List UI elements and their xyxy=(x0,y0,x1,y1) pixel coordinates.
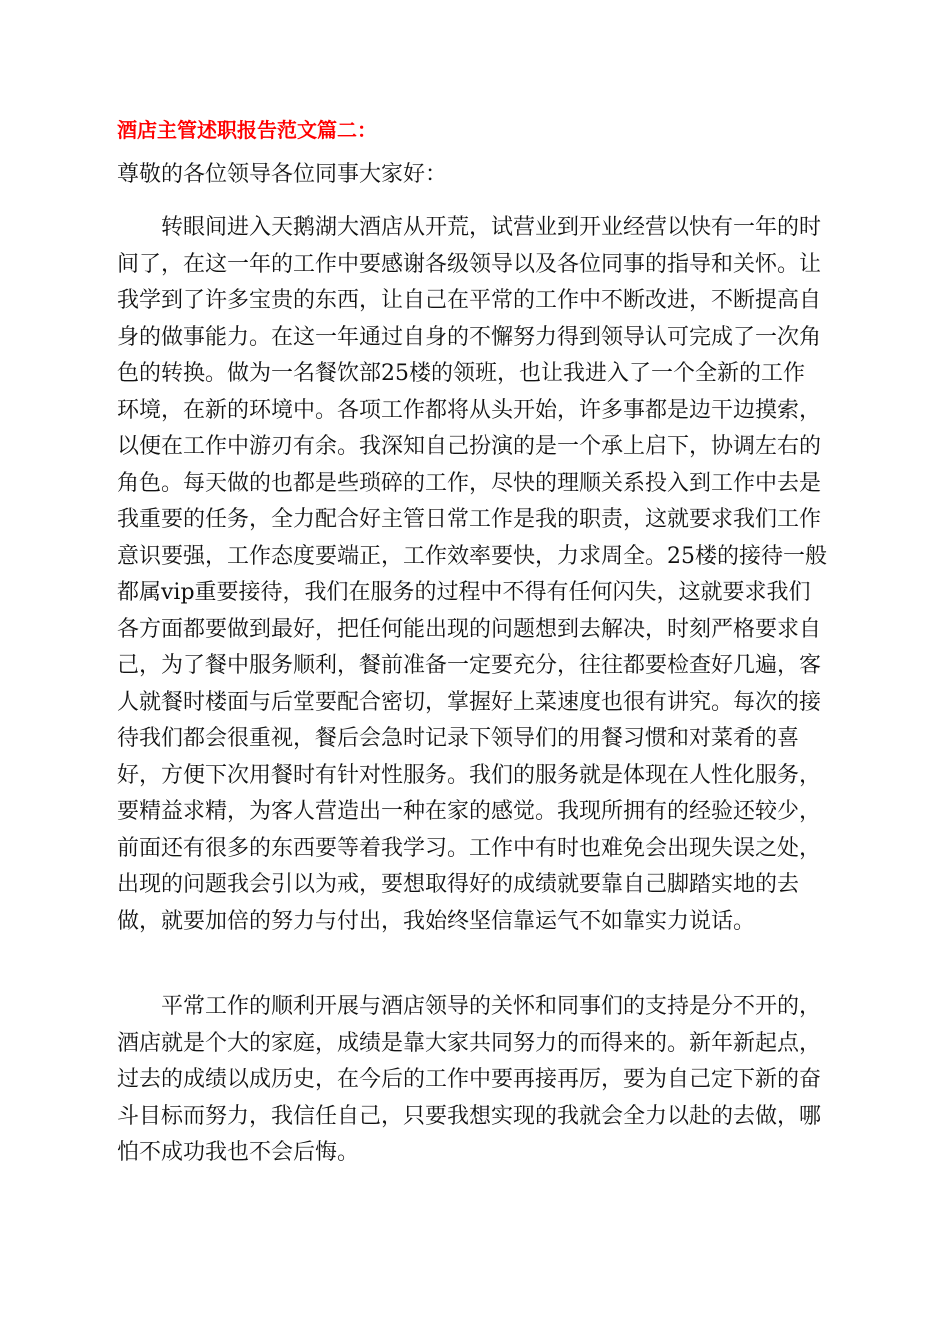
paragraph-line: 前面还有很多的东西要等着我学习。工作中有时也难免会出现失误之处， xyxy=(117,835,822,861)
paragraph-line: 待我们都会很重视，餐后会急时记录下领导们的用餐习惯和对菜肴的喜 xyxy=(117,726,800,751)
paragraph-line: 转眼间进入天鹅湖大酒店从开荒，试营业到开业经营以快有一年的时 xyxy=(117,215,822,240)
paragraph-2 xyxy=(117,989,837,1172)
paragraph-line: 己，为了餐中服务顺利，餐前准备一定要充分，往往都要检查好几遍，客 xyxy=(117,653,822,678)
paragraph-line: 斗目标而努力，我信任自己，只要我想实现的我就会全力以赴的去做，哪 xyxy=(117,1103,822,1129)
paragraph-line: 环境，在新的环境中。各项工作都将从头开始，许多事都是边干边摸索， xyxy=(117,397,822,423)
paragraph-line: 酒店就是个大的家庭，成绩是靠大家共同努力的而得来的。新年新起点， xyxy=(117,1030,822,1056)
paragraph-line: 各方面都要做到最好，把任何能出现的问题想到去解决，时刻严格要求自 xyxy=(117,616,822,642)
paragraph-line: 色的转换。做为一名餐饮部25楼的领班，也让我进入了一个全新的工作 xyxy=(117,361,805,386)
paragraph-line: 好，方便下次用餐时有针对性服务。我们的服务就是体现在人性化服务， xyxy=(117,762,822,788)
paragraph-line: 人就餐时楼面与后堂要配合密切，掌握好上菜速度也很有讲究。每次的接 xyxy=(117,689,822,715)
paragraph-line: 我学到了许多宝贵的东西，让自己在平常的工作中不断改进，不断提高自 xyxy=(117,288,822,313)
paragraph-line: 平常工作的顺利开展与酒店领导的关怀和同事们的支持是分不开的， xyxy=(117,994,822,1019)
paragraph-line: 意识要强，工作态度要端正，工作效率要快，力求周全。25楼的接待一般 xyxy=(117,543,827,569)
paragraph-line: 以便在工作中游刃有余。我深知自己扮演的是一个承上启下，协调左右的 xyxy=(117,434,822,459)
paragraph-line: 间了，在这一年的工作中要感谢各级领导以及各位同事的指导和关怀。让 xyxy=(117,251,822,277)
paragraph-line: 都属vip重要接待，我们在服务的过程中不得有任何闪失，这就要求我们 xyxy=(117,580,811,605)
greeting-line: 尊敬的各位领导各位同事大家好： xyxy=(117,162,448,187)
paragraph-line: 出现的问题我会引以为戒，要想取得好的成绩就要靠自己脚踏实地的去 xyxy=(117,872,800,897)
paragraph-line: 角色。每天做的也都是些琐碎的工作，尽快的理顺关系投入到工作中去是 xyxy=(117,470,822,496)
paragraph-1 xyxy=(117,210,837,940)
document-title: 酒店主管述职报告范文篇二： xyxy=(117,118,377,142)
paragraph-line: 做，就要加倍的努力与付出，我始终坚信靠运气不如靠实力说话。 xyxy=(117,908,756,934)
paragraph-line: 我重要的任务，全力配合好主管日常工作是我的职责，这就要求我们工作 xyxy=(117,507,822,532)
paragraph-line: 身的做事能力。在这一年通过自身的不懈努力得到领导认可完成了一次角 xyxy=(117,324,822,350)
paragraph-line: 怕不成功我也不会后悔。 xyxy=(117,1140,360,1165)
paragraph-line: 过去的成绩以成历史，在今后的工作中要再接再厉，要为自己定下新的奋 xyxy=(117,1067,822,1092)
paragraph-line: 要精益求精，为客人营造出一种在家的感觉。我现所拥有的经验还较少， xyxy=(117,799,822,824)
